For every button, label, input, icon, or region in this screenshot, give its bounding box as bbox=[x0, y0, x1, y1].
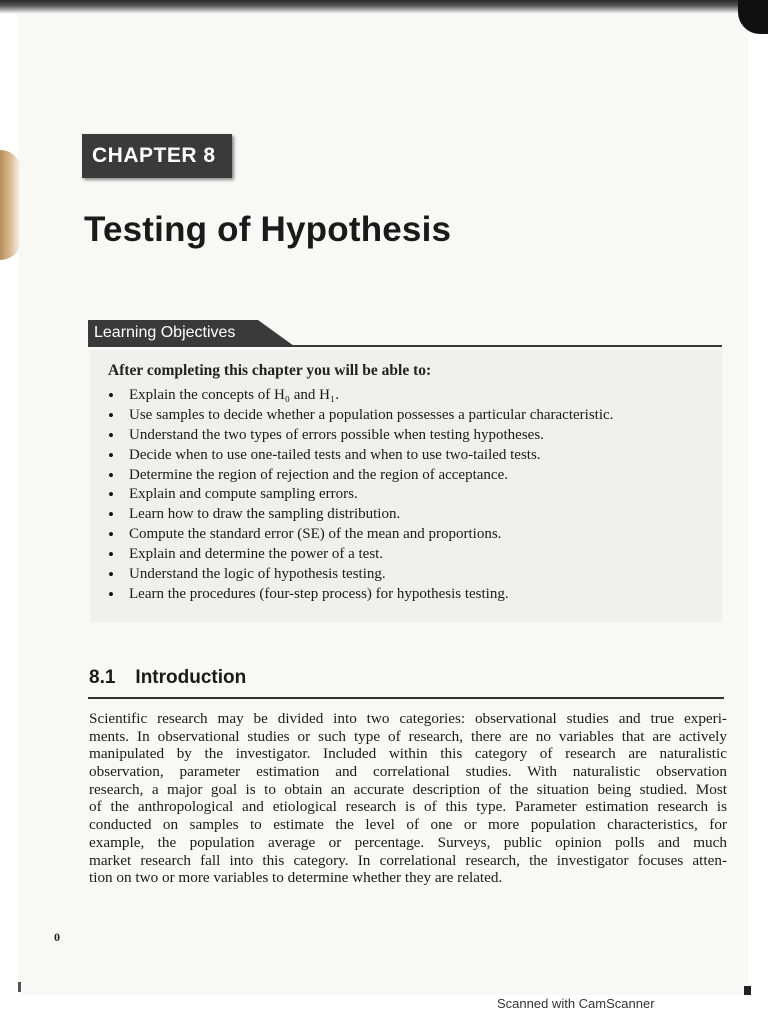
paragraph-line: conducted on samples to estimate the level of one or more population characteristics, for bbox=[89, 816, 727, 834]
paragraph-line: manipulated by the investigator. Included within this category of research are naturalistic bbox=[89, 745, 727, 763]
scanner-watermark: Scanned with CamScanner bbox=[497, 996, 655, 1011]
section-rule bbox=[88, 697, 724, 699]
chapter-badge: CHAPTER 8 bbox=[82, 134, 232, 178]
objective-item: • Decide when to use one-tailed tests and when to use two-tailed tests. bbox=[108, 446, 613, 466]
scan-left-edge bbox=[0, 150, 22, 260]
section-heading bbox=[89, 667, 246, 689]
objective-item: • Explain the concepts of H₀ and H₁. bbox=[108, 386, 613, 406]
scan-margin-mark bbox=[744, 986, 751, 995]
objective-item: • Determine the region of rejection and the region of acceptance. bbox=[108, 466, 613, 486]
page-number: 0 bbox=[54, 930, 60, 944]
objective-item: • Understand the logic of hypothesis testing. bbox=[108, 565, 613, 585]
objective-item: • Learn the procedures (four-step process) for hypothesis testing. bbox=[108, 585, 613, 605]
learning-objectives-heading: Learning Objectives bbox=[94, 324, 236, 341]
learning-objectives-rule bbox=[88, 345, 722, 347]
chapter-title: Testing of Hypothesis bbox=[84, 210, 452, 249]
objective-item: • Compute the standard error (SE) of the mean and proportions. bbox=[108, 525, 613, 545]
paragraph-line: ments. In observational studies or such type of research, there are no variables that are actively bbox=[89, 727, 727, 745]
section-number: 8.1 bbox=[89, 667, 116, 688]
learning-objectives-intro: After completing this chapter you will be able to: bbox=[108, 362, 432, 379]
objective-item: • Understand the two types of errors possible when testing hypotheses. bbox=[108, 426, 613, 446]
paragraph-line: tion on two or more variables to determine whether they are related. bbox=[89, 869, 503, 887]
objective-item: • Learn how to draw the sampling distribution. bbox=[108, 505, 613, 525]
scan-margin-mark bbox=[18, 982, 21, 992]
objective-item: • Use samples to decide whether a population possesses a particular characteristic. bbox=[108, 406, 613, 426]
objective-item: • Explain and compute sampling errors. bbox=[108, 485, 613, 505]
scan-top-edge bbox=[0, 0, 768, 14]
paragraph-line: market research fall into this category. In correlational research, the investigator focuses atten- bbox=[89, 851, 727, 869]
section-title: Introduction bbox=[135, 667, 247, 688]
paragraph-line: of the anthropological and etiological research is of this type. Parameter estimation research is bbox=[89, 798, 727, 816]
paragraph-line: Scientific research may be divided into two categories: observational studies and true experi- bbox=[89, 710, 727, 727]
learning-objectives-list bbox=[108, 386, 613, 605]
paragraph-line: research, a major goal is to obtain an accurate description of the situation being studied. Most bbox=[89, 780, 727, 798]
paragraph-line: observation, parameter estimation and correlational studies. With naturalistic observation bbox=[89, 763, 727, 781]
introduction-paragraph bbox=[89, 710, 727, 887]
paragraph-line: example, the population average or percentage. Surveys, public opinion polls and much bbox=[89, 833, 727, 851]
objective-item: • Explain and determine the power of a test. bbox=[108, 545, 613, 565]
